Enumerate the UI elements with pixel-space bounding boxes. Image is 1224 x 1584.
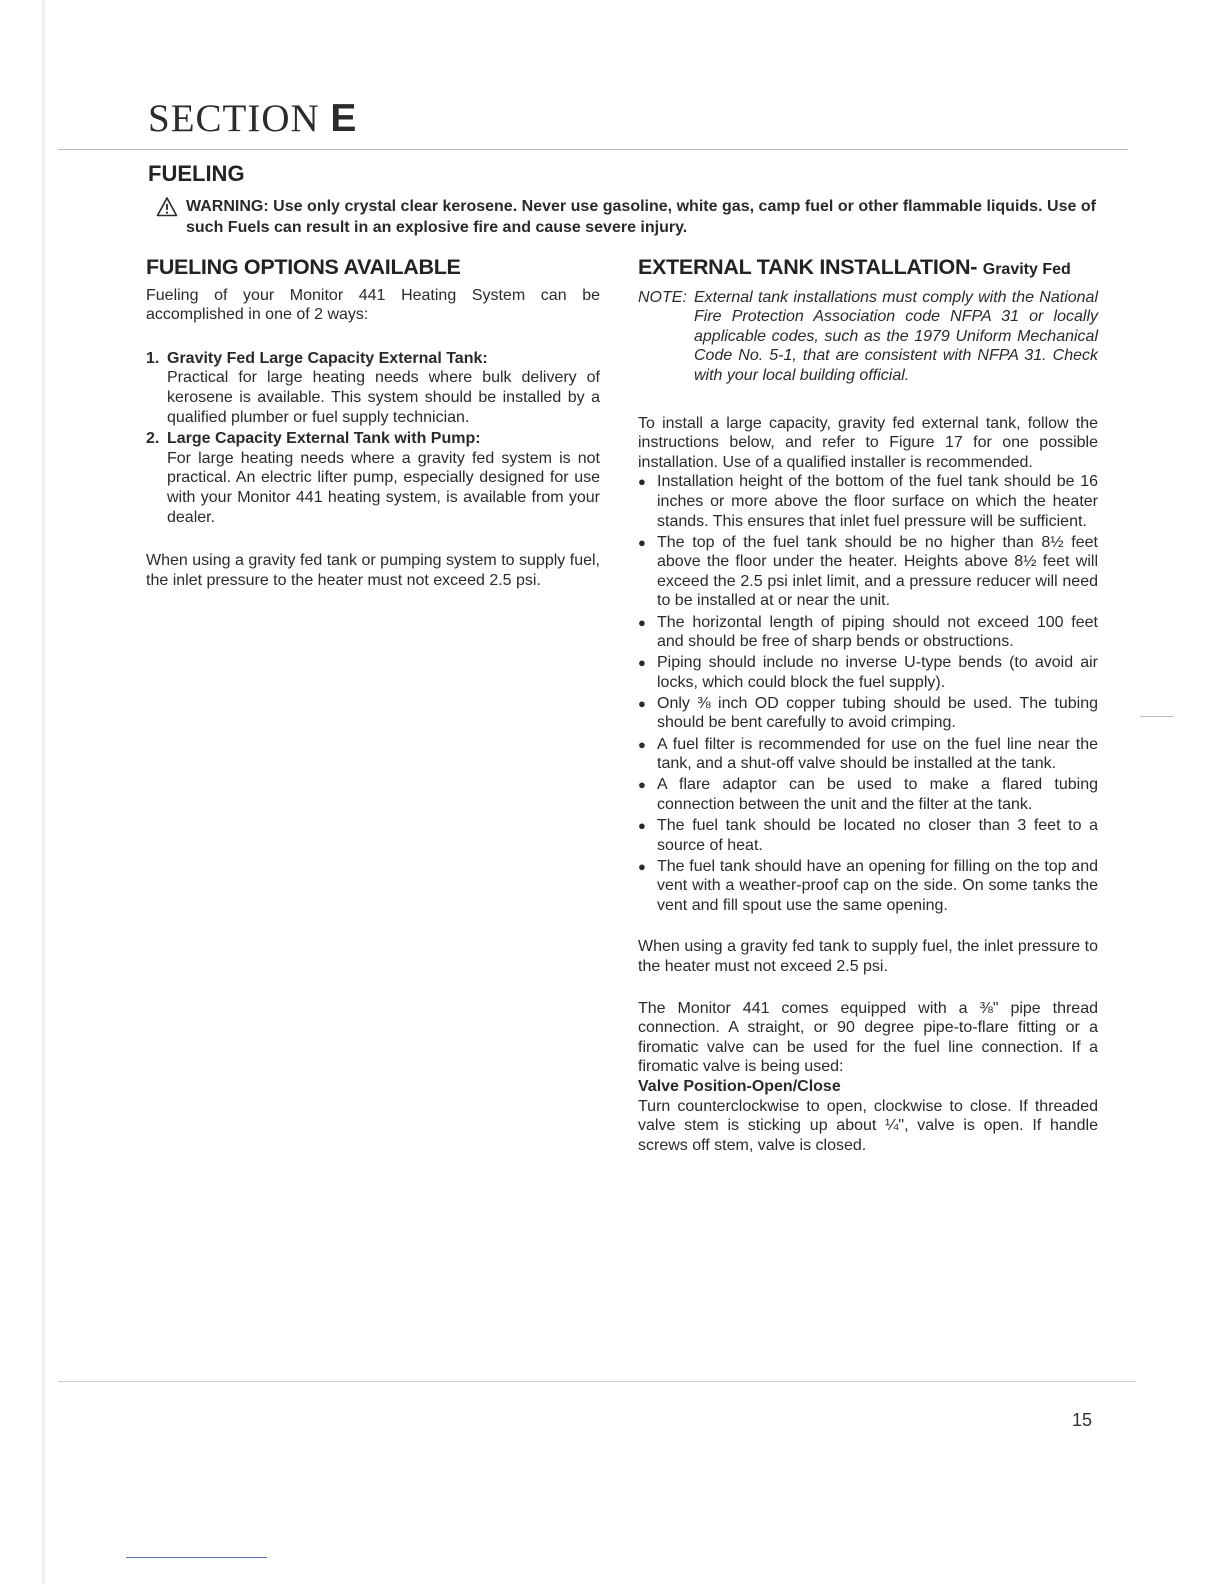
fueling-options-column bbox=[146, 255, 600, 590]
bullet-text: The horizontal length of piping should not exceed 100 feet and should be free of sharp bends or obstructions. bbox=[657, 613, 1098, 651]
pressure-note-left: When using a gravity fed tank or pumping system to supply fuel, the inlet pressure to the heater must not exceed 2.5 psi. bbox=[146, 552, 600, 589]
warning-text: WARNING: Use only crystal clear kerosene. Never use gasoline, white gas, camp fuel or other flammable liquids. Use of such Fuels can result in an explosive fire and cause severe injury. bbox=[186, 198, 1096, 236]
bullet-icon: ● bbox=[638, 858, 646, 874]
bullet-text: The fuel tank should have an opening for filling on the top and vent with a weather-proof cap on the side. On some tanks the vent and fill spout use the same opening. bbox=[657, 857, 1098, 914]
bullet-text: The top of the fuel tank should be no higher than 8½ feet above the floor under the heater. Heights above 8½ feet will exceed the 2.5 psi inlet limit, and a pressure reducer will need to be installed at or near the unit. bbox=[657, 533, 1098, 610]
section-title-word: SECTION bbox=[148, 97, 320, 140]
list-item bbox=[638, 735, 1098, 774]
external-tank-heading-text: EXTERNAL TANK INSTALLATION- bbox=[638, 255, 978, 279]
valve-position-text: Turn counterclockwise to open, clockwise to close. If threaded valve stem is sticking up about ¼", valve is open. If handle screws off stem, valve is closed. bbox=[638, 1097, 1098, 1154]
note-text: External tank installations must comply with the National Fire Protection Association code NFPA 31 or locally applicable codes, such as the 1979 Uniform Mechanical Code No. 5-1, that are consistent with NFPA 31. Check with your local building official. bbox=[694, 288, 1098, 384]
margin-mark bbox=[1140, 716, 1174, 717]
pressure-note-right: When using a gravity fed tank to supply fuel, the inlet pressure to the heater must not exceed 2.5 psi. bbox=[638, 938, 1098, 975]
page-number: 15 bbox=[1072, 1410, 1093, 1430]
code-compliance-note bbox=[638, 288, 1098, 386]
external-tank-subheading: Gravity Fed bbox=[982, 261, 1071, 278]
note-label: NOTE: bbox=[638, 288, 687, 306]
section-letter: E bbox=[330, 97, 358, 140]
list-item bbox=[638, 533, 1098, 611]
fueling-heading: FUELING bbox=[148, 161, 245, 186]
bullet-icon: ● bbox=[638, 817, 646, 833]
option-number: 1. bbox=[146, 349, 160, 367]
list-item bbox=[638, 694, 1098, 733]
warning-triangle-icon bbox=[156, 196, 178, 217]
bullet-icon: ● bbox=[638, 655, 646, 671]
bullet-icon: ● bbox=[638, 736, 646, 752]
fueling-options-intro: Fueling of your Monitor 441 Heating System can be accomplished in one of 2 ways: bbox=[146, 286, 600, 324]
bullet-text: A fuel filter is recommended for use on the fuel line near the tank, and a shut-off valve should be installed at the tank. bbox=[657, 735, 1098, 773]
bullet-text: Piping should include no inverse U-type bends (to avoid air locks, which could block the fuel supply). bbox=[657, 654, 1098, 691]
install-intro: To install a large capacity, gravity fed external tank, follow the instructions below, and refer to Figure 17 for one possible installation. Use of a qualified installer is recommended. bbox=[638, 414, 1098, 471]
list-item bbox=[638, 653, 1098, 692]
section-title bbox=[148, 96, 357, 141]
warning-block bbox=[156, 196, 1096, 238]
bullet-text: A flare adaptor can be used to make a flared tubing connection between the unit and the filter at the tank. bbox=[657, 776, 1098, 813]
bullet-icon: ● bbox=[638, 777, 646, 793]
bullet-text: Installation height of the bottom of the fuel tank should be 16 inches or more above the floor surface on which the heater stands. This ensures that inlet fuel pressure will be sufficient. bbox=[657, 473, 1098, 530]
bullet-icon: ● bbox=[638, 534, 646, 550]
fueling-options-list bbox=[146, 349, 600, 527]
fueling-options-heading: FUELING OPTIONS AVAILABLE bbox=[146, 255, 461, 279]
option-title: Gravity Fed Large Capacity External Tank: bbox=[167, 349, 488, 367]
bullet-icon: ● bbox=[638, 614, 646, 630]
bullet-text: Only ⅜ inch OD copper tubing should be used. The tubing should be bent carefully to avoid crimping. bbox=[657, 694, 1098, 732]
option-text: For large heating needs where a gravity fed system is not practical. An electric lifter pump, especially designed for use with your Monitor 441 heating system, is available from your dealer. bbox=[167, 449, 600, 526]
list-item bbox=[638, 613, 1098, 652]
scan-artifact-line bbox=[126, 1557, 267, 1558]
external-tank-column bbox=[638, 255, 1098, 1155]
option-number: 2. bbox=[146, 430, 160, 448]
option-title: Large Capacity External Tank with Pump: bbox=[167, 430, 481, 448]
valve-position-heading: Valve Position-Open/Close bbox=[638, 1077, 841, 1095]
list-item bbox=[638, 472, 1098, 531]
page-edge bbox=[42, 0, 45, 1584]
external-tank-heading bbox=[638, 255, 1098, 280]
option-item bbox=[146, 349, 600, 427]
list-item bbox=[638, 857, 1098, 916]
footer-divider bbox=[58, 1381, 1136, 1382]
bullet-icon: ● bbox=[638, 474, 646, 490]
bullet-text: The fuel tank should be located no closer than 3 feet to a source of heat. bbox=[657, 816, 1098, 854]
option-item bbox=[146, 429, 600, 527]
connection-paragraph: The Monitor 441 comes equipped with a ⅜" pipe thread connection. A straight, or 90 degree pipe-to-flare fitting or a firomatic valve can be used for the fuel line connection. If a firomatic valve is being used: bbox=[638, 999, 1098, 1076]
list-item bbox=[638, 775, 1098, 814]
option-text: Practical for large heating needs where bulk delivery of kerosene is available. This system should be installed by a qualified plumber or fuel supply technician. bbox=[167, 369, 600, 426]
list-item bbox=[638, 816, 1098, 855]
title-divider bbox=[58, 149, 1128, 150]
bullet-icon: ● bbox=[638, 695, 646, 711]
install-requirements-list bbox=[638, 472, 1098, 915]
